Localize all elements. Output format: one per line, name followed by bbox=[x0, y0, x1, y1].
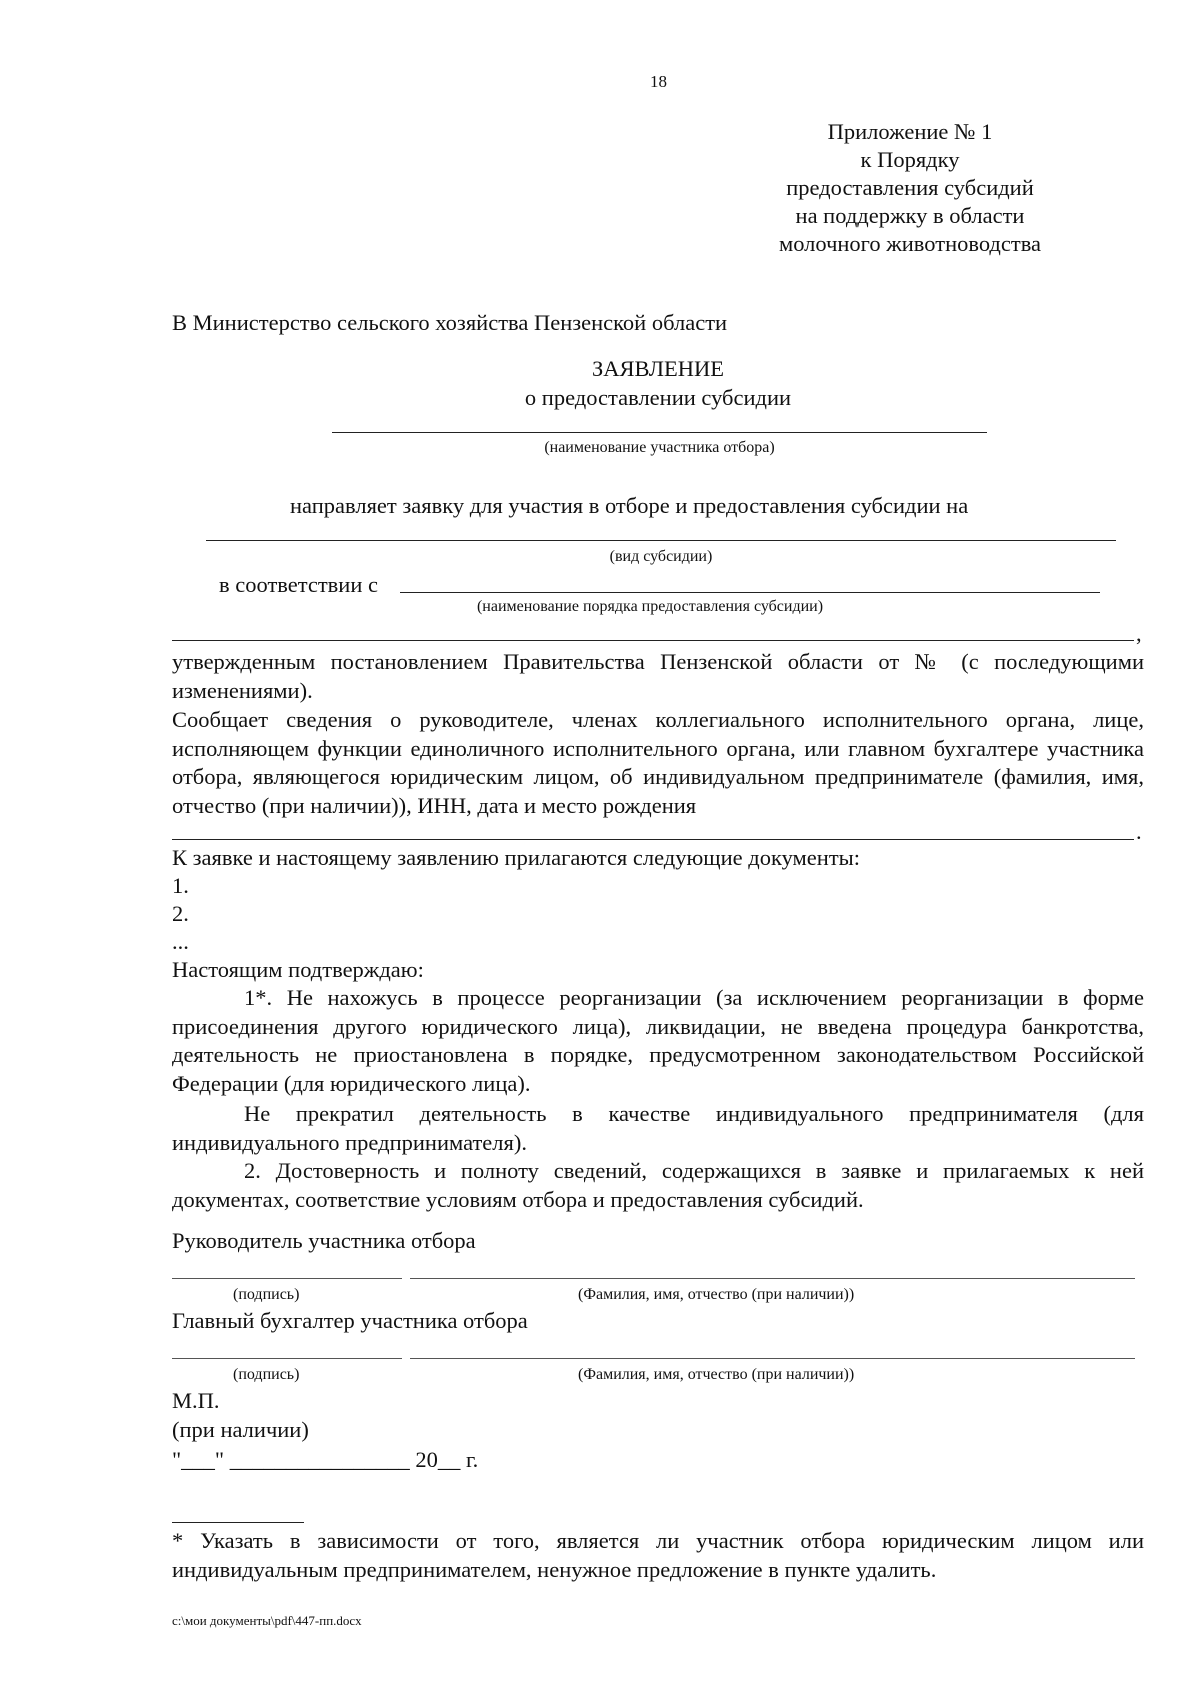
accountant-fio-line bbox=[410, 1358, 1135, 1359]
attachments-intro: К заявке и настоящему заявлению прилагаются следующие документы: bbox=[172, 845, 861, 870]
attachment-item: 1. bbox=[172, 873, 189, 898]
accountant-signature-line bbox=[172, 1358, 402, 1359]
appendix-line: Приложение № 1 bbox=[827, 119, 993, 144]
footnote-separator bbox=[172, 1522, 304, 1523]
confirm-item-2: 2. Достоверность и полноту сведений, содержащихся в заявке и прилагаемых к ней документах, соответствие условиям отбора и предоставления субсидий. bbox=[172, 1158, 1144, 1212]
appendix-line: к Порядку bbox=[860, 147, 960, 172]
attachment-item: 2. bbox=[172, 901, 189, 926]
appendix-line: на поддержку в области bbox=[795, 203, 1025, 228]
page-number: 18 bbox=[650, 72, 667, 91]
document-subtitle: о предоставлении субсидии bbox=[524, 385, 792, 410]
reports-paragraph: Сообщает сведения о руководителе, членах коллегиального исполнительного органа, лице, исполняющем функции единоличного исполнительного органа, или главном бухгалтере участника отбора, являющегося юридическим лицом, об индивидуальном предпринимателе (фамилия, имя, отчество (при наличии)), ИНН, дата и место рождения bbox=[172, 707, 1144, 818]
confirm-intro: Настоящим подтверждаю: bbox=[172, 957, 424, 982]
head-fio-line bbox=[410, 1278, 1135, 1279]
sends-request-text: направляет заявку для участия в отборе и предоставления субсидии на bbox=[290, 493, 969, 518]
stamp-note: (при наличии) bbox=[172, 1417, 309, 1442]
comma: , bbox=[1136, 621, 1142, 646]
appendix-line: молочного животноводства bbox=[778, 231, 1042, 256]
participant-caption: (наименование участника отбора) bbox=[544, 439, 775, 456]
date-line: "___" ________________ 20__ г. bbox=[172, 1447, 479, 1472]
chief-accountant-label: Главный бухгалтер участника отбора bbox=[172, 1308, 528, 1333]
accountant-signature-caption: (подпись) bbox=[233, 1366, 300, 1383]
addressee: В Министерство сельского хозяйства Пензенской области bbox=[172, 310, 728, 335]
attachment-item: ... bbox=[172, 929, 189, 954]
footnote-text: * Указать в зависимости от того, является ли участник отбора юридическим лицом или индивидуальным предпринимателем, ненужное предложение в пункте удалить. bbox=[172, 1528, 1144, 1582]
file-path: c:\мои документы\pdf\447-пп.docx bbox=[172, 1613, 362, 1628]
procedure-continuation-line bbox=[172, 640, 1134, 641]
head-label: Руководитель участника отбора bbox=[172, 1228, 476, 1253]
details-line bbox=[172, 839, 1134, 840]
head-fio-caption: (Фамилия, имя, отчество (при наличии)) bbox=[578, 1286, 855, 1303]
stamp-label: М.П. bbox=[172, 1388, 220, 1413]
document-title: ЗАЯВЛЕНИЕ bbox=[592, 356, 724, 381]
head-signature-line bbox=[172, 1278, 402, 1279]
confirm-item-1b: Не прекратил деятельность в качестве индивидуального предпринимателя (для индивидуального предпринимателя). bbox=[172, 1101, 1144, 1155]
approved-paragraph: утвержденным постановлением Правительства Пензенской области от № (с последующими изменениями). bbox=[172, 649, 1144, 703]
subsidy-type-caption: (вид субсидии) bbox=[609, 548, 713, 565]
procedure-line bbox=[400, 592, 1100, 593]
appendix-line: предоставления субсидий bbox=[786, 175, 1034, 200]
period: . bbox=[1136, 819, 1142, 844]
confirm-item-1: 1*. Не нахожусь в процессе реорганизации (за исключением реорганизации в форме присоединения другого юридического лица), ликвидации, не введена процедура банкротства, деятельность не приостановлена в порядке, предусмотренном законодательством Российской Федерации (для юридического лица). bbox=[172, 985, 1144, 1096]
head-signature-caption: (подпись) bbox=[233, 1286, 300, 1303]
appendix-block bbox=[740, 118, 1080, 258]
subsidy-type-line bbox=[206, 540, 1116, 541]
in-accordance-label: в соответствии с bbox=[219, 572, 378, 597]
accountant-fio-caption: (Фамилия, имя, отчество (при наличии)) bbox=[578, 1366, 855, 1383]
procedure-caption: (наименование порядка предоставления субсидии) bbox=[476, 598, 824, 615]
participant-name-line bbox=[332, 432, 987, 433]
